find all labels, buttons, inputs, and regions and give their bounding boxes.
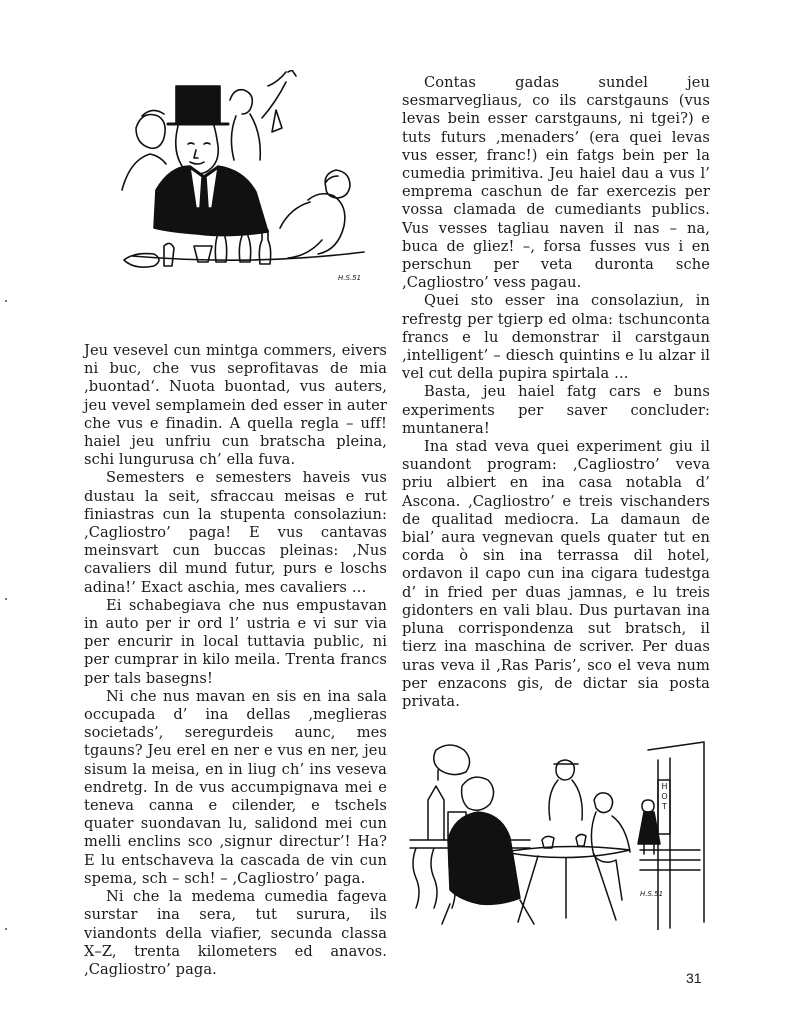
paragraph: Ina stad veva quei experiment giu il suandont program: ‚Cagliostro’ veva priu albiert en ina casa notabla d’ Ascona. ‚Cagliostro’ e treis vischanders de qualitad mediocra. La damaun de bial’ aura vegnevan quels quater tut en corda ò sin ina terrassa dil hotel, ordavon il capo cun ina cigara tudestga d’ in fried per duas jamnas, e lu treis gidonters en vali blau. Dus purtavan ina pluna corrispondenza sut bratsch, il tierz ina maschina de scriver. Per duas uras veva il ‚Ras Paris’, sco el veva num per enzacons gis, de dictar sia posta privata.	[402, 438, 710, 710]
page-number: 31	[686, 970, 702, 986]
left-text-column	[84, 342, 387, 979]
right-text-column	[402, 74, 710, 711]
cabaret-party-drawing-icon	[112, 70, 378, 290]
bottom-illustration	[408, 740, 706, 930]
paragraph: Ei schabegiava che nus empustavan in auto per ir ord l’ ustria e vi sur via per encurir in local tuttavia public, ni per cumprar in kilo meila. Trenta francs per tals basegns!	[84, 596, 387, 687]
paragraph: Quei sto esser ina consolaziun, in refrestg per tgierp ed olma: tschunconta francs e lu demonstrar il carstgaun ‚intelligent’ – diesch quintins e lu alzar il vel cut della pupira spirtala …	[402, 292, 710, 383]
margin-mark	[5, 928, 7, 930]
paragraph: Ni che nus mavan en sis en ina sala occupada d’ ina dellas ‚meglieras societads’, seregurdeis aunc, mes tgauns? Jeu erel en ner e vus en ner, jeu sisum la meisa, en in liug ch’ ins veseva endretg. In de vus accumpignava mei e teneva canna e cilender, e tschels quater suondavan lu, salidond mei cun melli enclins sco ‚signur directur’! Ha? E lu entschaveva la cascada de vin cun spema, sch – sch! – ‚Cagliostro’ paga.	[84, 687, 387, 887]
paragraph: Ni che la medema cumedia fageva surstar ina sera, tut surura, ils viandonts della viafier, secunda classa X–Z, trenta kilometers ed anavos. ‚Cagliostro’ paga.	[84, 888, 387, 978]
illustration-signature: H.S.51	[640, 890, 664, 898]
paragraph: Semesters e semesters haveis vus dustau la seit, sfraccau meisas e rut finiastras cun la stupenta consolaziun: ‚Cagliostro’ paga! E vus cantavas meinsvart cun buccas pleinas: ‚Nus cavaliers dil mund futur, purs e loschs adina!’ Exact aschia, mes cavaliers …	[84, 469, 387, 596]
margin-mark	[5, 598, 7, 600]
hotel-sign-text: HOT	[661, 782, 668, 811]
margin-mark	[5, 300, 7, 302]
paragraph: Jeu vesevel cun mintga commers, eivers ni buc, che vus seprofitavas de mia ‚buontad‘. Nuota buontad, vus auters, jeu vevel semplamein ded esser in auter che vus e finadin. A quella regla – uff! haiel jeu unfriu cun bratscha pleina, schi lungurusa ch’ ella fuva.	[84, 342, 387, 469]
paragraph: Basta, jeu haiel fatg cars e buns experiments per saver concluder: muntanera!	[402, 383, 710, 437]
top-illustration	[112, 70, 378, 290]
hotel-terrace-drawing-icon	[408, 740, 706, 930]
illustration-signature: H.S.51	[338, 274, 362, 282]
paragraph: Contas gadas sundel jeu sesmarvegliaus, co ils carstgauns (vus levas bein esser carstgauns, ni tgei?) e tuts futurs ‚menaders’ (era quei levas vus esser, franc!) ein fatgs bein per la cumedia primitiva. Jeu haiel dau a vus l’ emprema caschun de far exercezis per vossa clamada de cumediants publics. Vus vesses tagliau naven il nas – na, buca de gliez! –, forsa fusses vus i en perschun per veta duronta sche ‚Cagliostro’ vess pagau.	[402, 74, 710, 292]
